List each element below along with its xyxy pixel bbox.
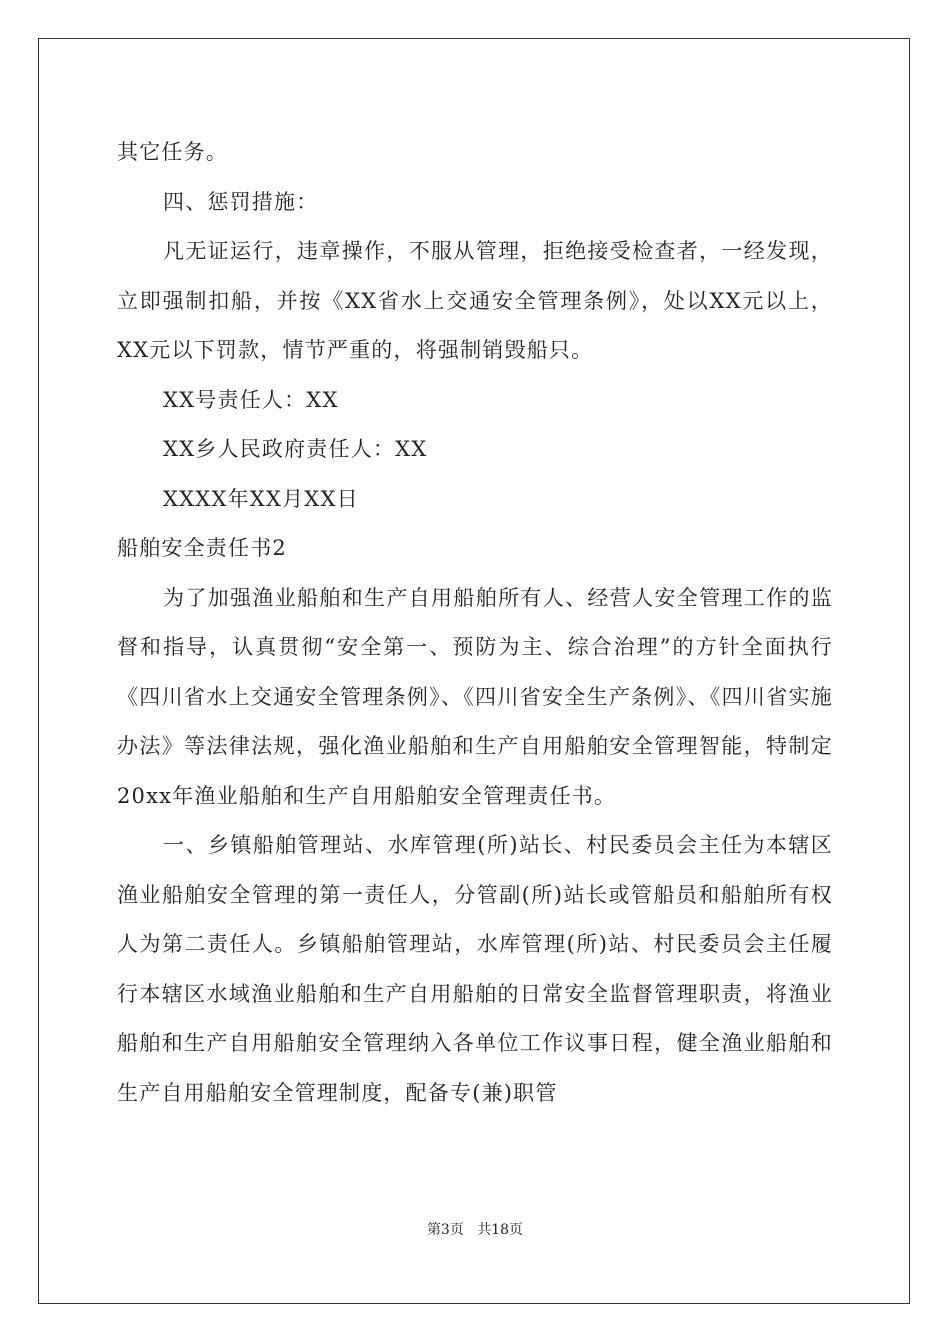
page-number: 第3页 bbox=[426, 1222, 464, 1238]
document-body bbox=[117, 128, 833, 1118]
signature-date: XXXX年XX月XX日 bbox=[163, 486, 359, 511]
page-footer bbox=[0, 1219, 950, 1239]
signature-responsible-person: XX号责任人：XX bbox=[163, 387, 339, 412]
paragraph-penalties: 凡无证运行，违章操作，不服从管理，拒绝接受检查者，一经发现，立即强制扣船，并按《XX省水上交通安全管理条例》，处以XX元以上，XX元以下罚款，情节严重的，将强制销毁船只。 bbox=[117, 239, 833, 362]
page-total: 共18页 bbox=[477, 1222, 524, 1238]
paragraph-1: 其它任务。 bbox=[117, 140, 228, 164]
signature-government: XX乡人民政府责任人：XX bbox=[163, 437, 428, 461]
document-title-2: 船舶安全责任书2 bbox=[117, 536, 287, 560]
paragraph-section-1: 一、乡镇船舶管理站、水库管理(所)站长、村民委员会主任为本辖区渔业船舶安全管理的第一责任人，分管副(所)站长或管船员和船舶所有权人为第二责任人。乡镇船舶管理站，水库管理(所)站、村民委员会主任履行本辖区水域渔业船舶和生产自用船舶的日常安全监督管理职责，将渔业船舶和生产自用船舶安全管理纳入各单位工作议事日程，健全渔业船舶和生产自用船舶安全管理制度，配备专(兼)职管 bbox=[117, 833, 833, 1105]
section-heading-penalties: 四、惩罚措施： bbox=[163, 189, 319, 214]
paragraph-intro: 为了加强渔业船舶和生产自用船舶所有人、经营人安全管理工作的监督和指导，认真贯彻“安全第一、预防为主、综合治理”的方针全面执行《四川省水上交通安全管理条例》、《四川省安全生产条例》、《四川省实施办法》等法律法规，强化渔业船舶和生产自用船舶安全管理智能，特制定20xx年渔业船舶和生产自用船舶安全管理责任书。 bbox=[117, 585, 833, 808]
